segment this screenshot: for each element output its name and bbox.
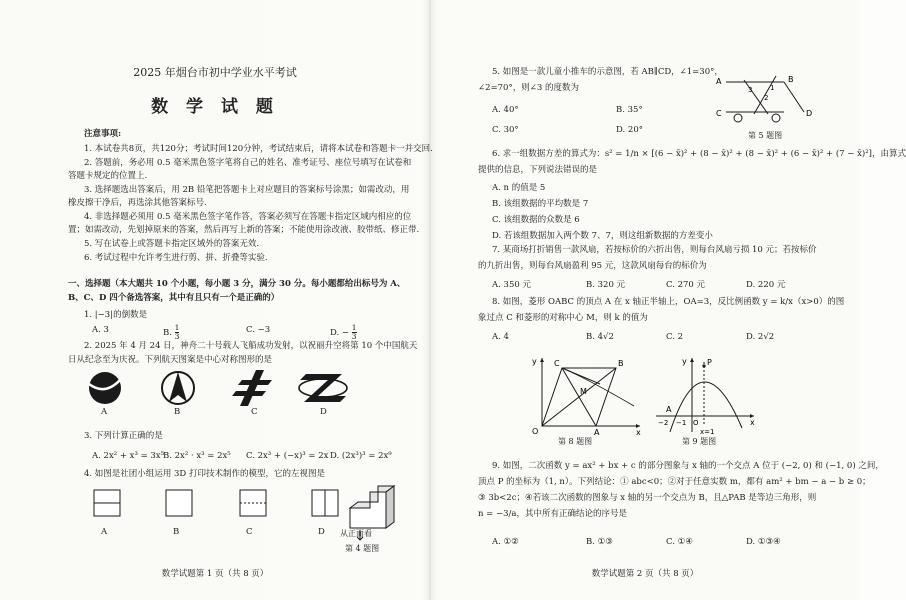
q7-line1: 7. 某商场打折销售一款风扇，若按标价的六折出售，则每台风扇亏损 10 元；若按标价 [492,245,817,255]
q6-line2: 提供的信息，下列说法错误的是 [478,165,598,175]
q9-line1: 9. 如图，二次函数 y = ax² + bx + c 的部分图象与 x 轴的一个交点 A 位于 (−2, 0) 和 (−1, 0) 之间， [492,461,884,471]
section-one-line1: 一、选择题（本大题共 10 个小题，每小题 3 分，满分 30 分。每小题都给出标号为 A、 [68,279,406,289]
right-page [430,0,906,600]
q5-option-c: C. 30° [492,125,519,135]
q8-line2: 象过点 C 和菱形的对称中心 M，则 k 的值为 [478,313,648,323]
notice-line: 橡皮擦干净后，再选涂其他答案标号. [68,198,207,208]
q8-point-c: C [554,359,560,368]
q5-fig-caption: 第 5 题图 [748,131,783,140]
notice-line: 答题卡规定的位置上. [68,171,148,181]
q9-tick-neg1: −1 [676,419,687,427]
q4-view-b [166,490,192,516]
q8-point-b: B [618,359,624,368]
notice-line: 2. 答题前，务必用 0.5 毫米黑色签字笔将自己的姓名、准考证号、座位号填写在试卷和 [84,158,412,168]
q8-option-b: B. 4√2 [586,332,614,342]
notice-line: 置；如需改动，先划掉原来的答案，然后再写上新的答案；不能使用涂改液、胶带纸、修正带. [68,225,420,235]
q4-fig-caption: 第 4 题图 [345,544,380,553]
q9-line2: 顶点 P 的坐标为（1, n）。下列结论：① abc<0；②对于任意实数 m，都有 am² + bm − a − b ≥ 0； [478,477,871,487]
q8-axis-y: y [532,357,537,366]
notice-line: 4. 非选择题必须用 0.5 毫米黑色签字笔作答，答案必须写在答题卡指定区域内相应的位 [84,212,412,222]
q6-option-a: A. n 的值是 5 [492,183,546,193]
exam-title: 2025 年烟台市初中学业水平考试 [133,66,297,79]
q7-option-b: B. 320 元 [586,280,626,290]
q8-line1: 8. 如图，菱形 OABC 的顶点 A 在 x 轴正半轴上，OA=3，反比例函数 y = k/x（x>0）的图 [492,297,845,307]
q6-option-b: B. 该组数据的平均数是 7 [492,199,589,209]
q6-line1: 6. 求一组数据方差的算式为：s² = 1/n × [(6 − x̄)² + (8 − x̄)² + (8 − x̄)² + (6 − x̄)² + (7 − x̄)²]，由算式 [492,149,906,159]
q9-fig-caption: 第 9 题图 [682,437,717,446]
q9-option-b: B. ①③ [586,537,613,547]
q8-point-a: A [594,428,600,437]
q5-label-c: C [716,109,722,118]
q4-label-b: B [173,527,180,537]
q5-option-a: A. 40° [492,105,519,115]
notice-line: 1. 本试卷共8页，共120分；考试时间120分钟，考试结束后，请将本试卷和答题卡一并交回. [84,144,433,154]
q2-figure-b [162,372,194,404]
q7-option-c: C. 270 元 [666,280,706,290]
q9-vertex-p: P [707,358,712,367]
q9-point-a: A [666,405,672,414]
q7-option-d: D. 220 元 [746,280,786,290]
q2-line1: 2. 2025 年 4 月 24 日，神舟二十号载人飞船成功发射，以祝丽升空将第 10 个中国航天 [84,341,418,351]
q5-label-a: A [716,77,722,86]
q1-option-d: D. − $\frac{1}{3}$ [330,323,357,341]
q5-angle-1: 1 [770,84,775,92]
q8-option-c: C. 2 [666,332,684,342]
q2-label-a: A [101,407,108,417]
subject-title: 数 学 试 题 [151,97,279,117]
q9-line3: ③ 3b<2c；④若该二次函数的图象与 x 轴的另一个交点为 B，且△PAB 是等边三角形，则 [478,493,817,503]
q1-option-b: B. $\frac{1}{3}$ [163,323,180,341]
q8-fig-caption: 第 8 题图 [558,437,593,446]
q9-option-a: A. ①② [492,537,519,547]
q5-label-d: D [806,109,813,118]
q2-figure-d [299,374,347,402]
notice-line: 5. 写在试卷上或答题卡指定区域外的答案无效. [84,239,260,249]
q5-option-d: D. 20° [616,125,643,135]
left-page [0,0,433,600]
notice-line: 6. 考试过程中允许考生进行剪、拼、折叠等实验. [84,253,268,263]
q7-line2: 的九折出售，则每台风扇盈利 95 元，这款风扇每台的标价为 [478,261,707,271]
q4-stem: 4. 如图是社团小组运用 3D 打印技术制作的模型，它的左视图是 [84,469,325,479]
q9-origin: O [693,419,699,427]
q5-figure [714,70,824,130]
q5-line2: ∠2=70°，则∠3 的度数为 [478,83,579,93]
q2-figure-a [89,372,121,404]
q9-option-d: D. ①③④ [746,537,781,547]
q8-origin: O [532,427,539,436]
q8-option-d: D. 2√2 [746,332,775,342]
q2-figures [60,366,400,418]
q6-option-d: D. 若该组数据加入两个数 7、7，则这组新数据的方差变小 [492,231,713,241]
q9-option-c: C. ①④ [666,537,693,547]
q6-option-c: C. 该组数据的众数是 6 [492,215,580,225]
q2-label-c: C [251,407,258,417]
q5-line1: 5. 如图是一款儿童小推车的示意图，若 AB∥CD，∠1=30°， [492,67,723,77]
q5-angle-2: 2 [764,94,769,102]
q2-label-b: B [174,407,181,417]
q2-line2: 日从纪念至为庆祝。下列航天图案是中心对称图形的是 [68,355,273,365]
q9-axis-y: y [682,357,687,366]
q9-line4: n = −3/a，其中所有正确结论的序号是 [478,509,627,519]
q3-option-a: A. 2x² + x³ = 3x⁵ [92,451,165,461]
q5-angle-3: 3 [748,86,753,94]
q3-stem: 3. 下列计算正确的是 [84,431,163,441]
q8-option-a: A. 4 [492,332,509,342]
q8-point-m: M [580,387,587,396]
q9-axis-of-symmetry: x=1 [700,428,715,436]
q1-option-a: A. 3 [92,325,109,335]
q3-option-c: C. 2x³ + (−x)³ = 2x [246,451,329,461]
q5-option-b: B. 35° [616,105,643,115]
notice-line: 3. 选择题选出答案后，用 2B 铅笔把答题卡上对应题目的答案标号涂黑；如需改动，用 [84,185,410,195]
q9-axis-x: x [750,418,755,427]
q4-view-label: 从正面看 [340,529,372,538]
q9-tick-neg2: −2 [658,419,669,427]
q7-option-a: A. 350 元 [492,280,531,290]
q8-axis-x: x [636,428,641,437]
q1-stem: 1. |−3|的倒数是 [84,310,148,320]
notice-heading: 注意事项: [84,129,122,139]
q2-label-d: D [320,407,327,417]
q9-figure [652,354,760,436]
q3-option-b: B. 2x² · x³ = 2x⁵ [163,451,231,461]
q4-label-a: A [101,527,108,537]
left-page-footer: 数学试题第 1 页（共 8 页） [161,569,269,579]
q2-figure-c [232,370,272,406]
q1-option-c: C. −3 [246,325,271,335]
q8-figure [528,354,646,436]
q4-label-c: C [246,527,253,537]
q5-label-b: B [788,75,794,84]
section-one-line2: B、C、D 四个备选答案，其中有且只有一个是正确的） [68,293,280,303]
q3-option-d: D. (2x³)³ = 2x⁹ [330,451,392,461]
q4-label-d: D [318,527,325,537]
right-page-footer: 数学试题第 2 页（共 8 页） [591,569,699,579]
